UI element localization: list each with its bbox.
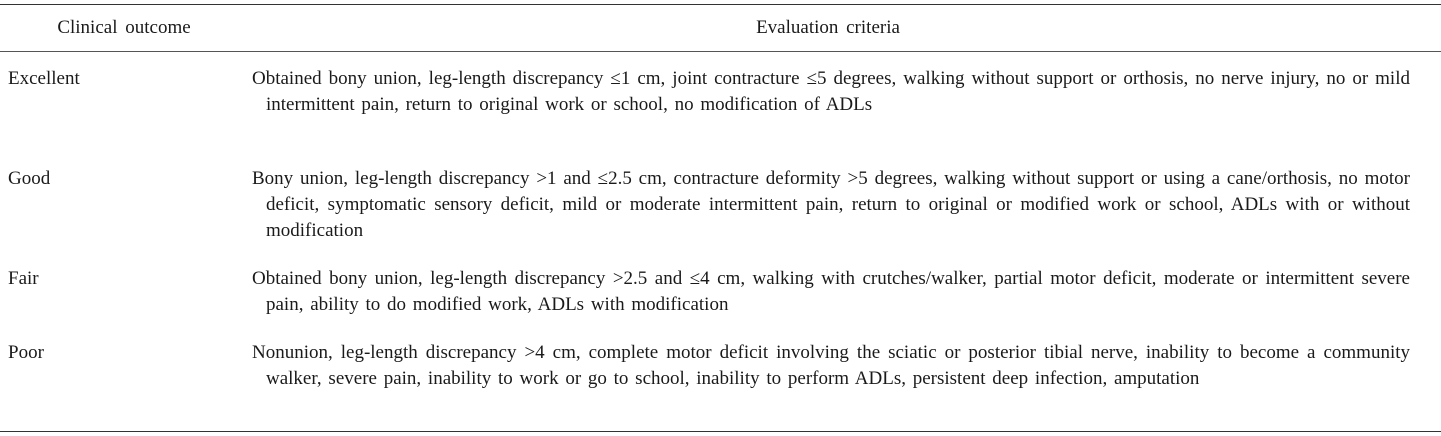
row-criteria-good: Bony union, leg-length discrepancy >1 and ≤2.5 cm, contracture deformity >5 degrees, walking without support or using a cane/orthosis, no motor deficit, symptomatic sensory deficit, mild or moderate intermittent pain, return to original or modified work or school, ADLs with or without modification xyxy=(252,168,1410,241)
row-outcome-good: Good xyxy=(8,168,51,189)
row-outcome-excellent: Excellent xyxy=(8,68,80,89)
header-evaluation-criteria: Evaluation criteria xyxy=(756,17,900,38)
row-criteria-poor: Nonunion, leg-length discrepancy >4 cm, complete motor deficit involving the sciatic or posterior tibial nerve, inability to become a community walker, severe pain, inability to work or go to school, inability to perform ADLs, persistent deep infection, amputation xyxy=(252,342,1410,389)
row-outcome-poor: Poor xyxy=(8,342,44,363)
row-criteria-fair: Obtained bony union, leg-length discrepancy >2.5 and ≤4 cm, walking with crutches/walker, partial motor deficit, moderate or intermittent severe pain, ability to do modified work, ADLs with modification xyxy=(252,268,1410,315)
table-bottom-rule xyxy=(0,431,1441,432)
table-top-rule xyxy=(0,4,1441,5)
row-criteria-excellent: Obtained bony union, leg-length discrepancy ≤1 cm, joint contracture ≤5 degrees, walking without support or orthosis, no nerve injury, no or mild intermittent pain, return to original work or school, no modification of ADLs xyxy=(252,68,1410,115)
row-outcome-fair: Fair xyxy=(8,268,39,289)
header-clinical-outcome: Clinical outcome xyxy=(57,17,191,38)
table-header-rule xyxy=(0,51,1441,52)
